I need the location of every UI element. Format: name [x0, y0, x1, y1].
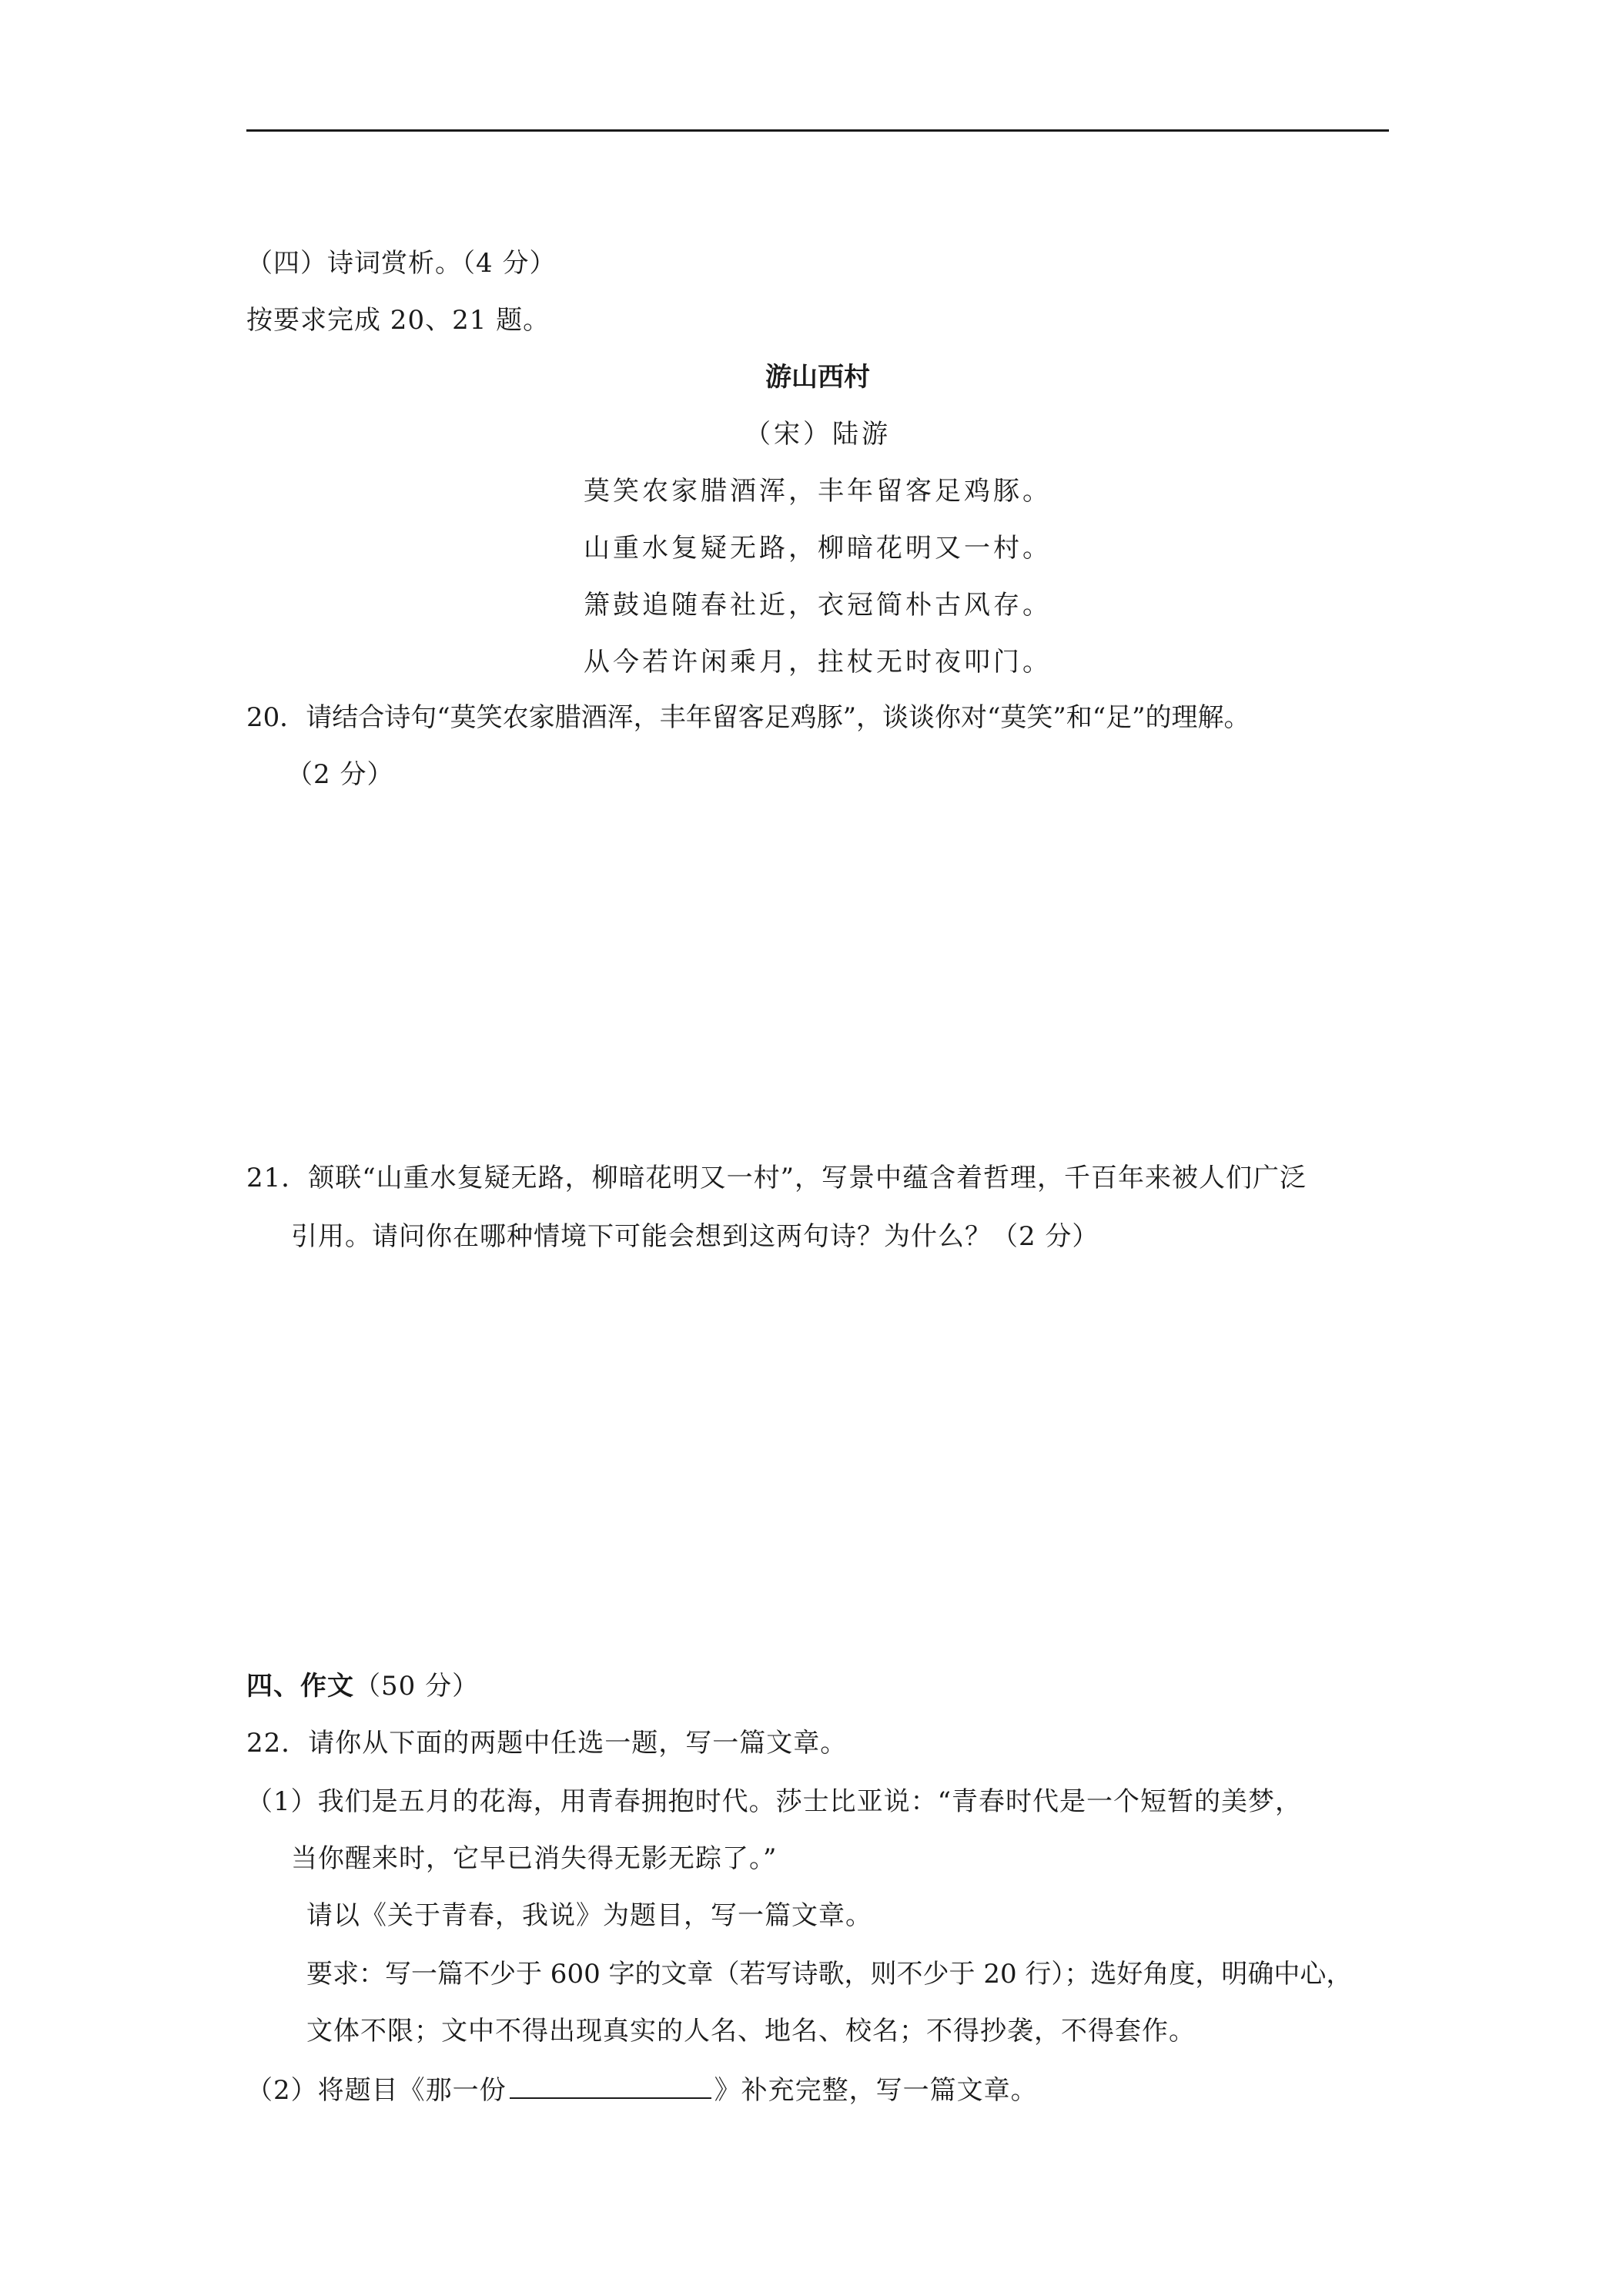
option-1-task: 请以《关于青春，我说》为题目，写一篇文章。: [306, 1900, 872, 1931]
poem-line: 从今若许闲乘月，拄杖无时夜叩门。: [584, 647, 1052, 678]
poem-line: 莫笑农家腊酒浑，丰年留客足鸡豚。: [584, 476, 1052, 507]
question-21: 21．颔联“山重水复疑无路，柳暗花明又一村”，写景中蕴含着哲理，千百年来被人们广泛: [246, 1163, 1307, 1193]
question-22: 22．请你从下面的两题中任选一题，写一篇文章。: [246, 1728, 848, 1759]
option-2-text: （2）将题目《那一份: [246, 2075, 507, 2106]
title-blank: [510, 2071, 711, 2099]
composition-heading-label: 四、作文: [246, 1671, 354, 1702]
option-2-text-end: 》补充完整，写一篇文章。: [714, 2075, 1038, 2106]
composition-heading-score: （50 分）: [354, 1671, 480, 1702]
section-instruction: 按要求完成 20、21 题。: [246, 305, 550, 336]
option-2: [246, 2071, 1038, 2107]
option-1: （1）我们是五月的花海，用青春拥抱时代。莎士比亚说：“青春时代是一个短暂的美梦，: [246, 1786, 1303, 1817]
question-21-cont: 引用。请问你在哪种情境下可能会想到这两句诗？为什么？（2 分）: [291, 1221, 1099, 1252]
question-20-score: （2 分）: [286, 759, 394, 790]
option-1-cont: 当你醒来时，它早已消失得无影无踪了。”: [291, 1843, 778, 1874]
composition-heading: [246, 1669, 479, 1703]
poem-author: （宋）陆游: [745, 419, 891, 450]
poem-line: 山重水复疑无路，柳暗花明又一村。: [584, 533, 1052, 564]
section-heading: （四）诗词赏析。（4 分）: [246, 248, 557, 279]
poem-line: 箫鼓追随春社近，衣冠简朴古风存。: [584, 590, 1052, 621]
question-20: 20．请结合诗句“莫笑农家腊酒浑，丰年留客足鸡豚”，谈谈你对“莫笑”和“足”的理解。: [246, 702, 1250, 733]
poem-title: 游山西村: [765, 362, 870, 393]
header-rule: [246, 129, 1389, 132]
requirements: 要求：写一篇不少于 600 字的文章（若写诗歌，则不少于 20 行）；选好角度，明确中心，: [306, 1959, 1353, 1990]
requirements-cont: 文体不限；文中不得出现真实的人名、地名、校名；不得抄袭，不得套作。: [306, 2016, 1196, 2047]
